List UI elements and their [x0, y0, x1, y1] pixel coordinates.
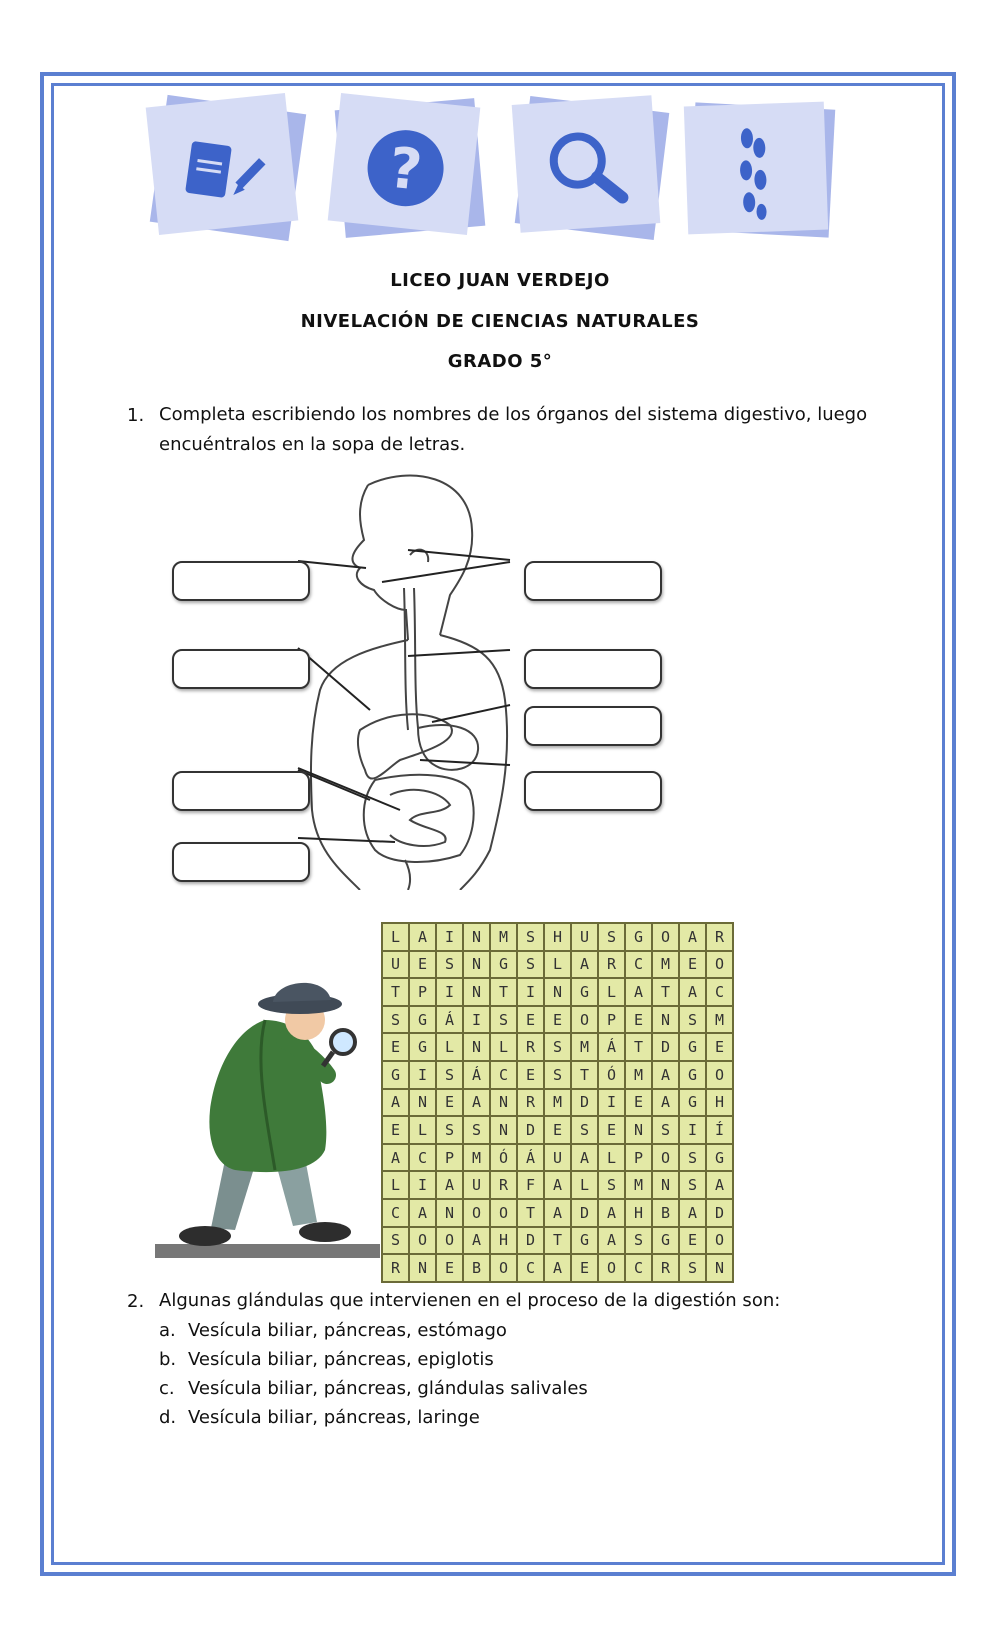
word-search-cell[interactable]: L: [382, 1171, 409, 1199]
word-search-cell[interactable]: S: [544, 1033, 571, 1061]
word-search-cell[interactable]: S: [517, 923, 544, 951]
answer-box-esophagus[interactable]: [524, 649, 662, 689]
notebook-pencil-icon: [146, 93, 299, 235]
word-search-cell[interactable]: Ó: [598, 1061, 625, 1089]
school-name: LICEO JUAN VERDEJO: [390, 270, 610, 291]
word-search-cell[interactable]: A: [409, 1199, 436, 1227]
word-search-cell[interactable]: N: [409, 1254, 436, 1282]
word-search-cell[interactable]: S: [490, 1006, 517, 1034]
word-search-cell[interactable]: M: [490, 923, 517, 951]
word-search-row: [382, 1199, 733, 1227]
word-search-row: [382, 1033, 733, 1061]
word-search-cell[interactable]: M: [625, 1061, 652, 1089]
word-search-cell[interactable]: N: [652, 1171, 679, 1199]
word-search-cell[interactable]: N: [625, 1116, 652, 1144]
word-search-cell[interactable]: S: [382, 1006, 409, 1034]
word-search-cell[interactable]: A: [679, 923, 706, 951]
word-search-row: [382, 1227, 733, 1255]
word-search-cell[interactable]: A: [463, 1089, 490, 1117]
word-search-cell[interactable]: G: [571, 1227, 598, 1255]
word-search-cell[interactable]: D: [652, 1033, 679, 1061]
word-search-cell[interactable]: I: [598, 1089, 625, 1117]
word-search-cell[interactable]: O: [571, 1006, 598, 1034]
word-search-cell[interactable]: R: [706, 923, 733, 951]
word-search-cell[interactable]: O: [706, 951, 733, 979]
option-c-text: Vesícula biliar, páncreas, glándulas salivales: [188, 1378, 588, 1399]
word-search-cell[interactable]: U: [571, 923, 598, 951]
word-search-cell[interactable]: E: [436, 1254, 463, 1282]
word-search-cell[interactable]: E: [544, 1006, 571, 1034]
word-search-cell[interactable]: T: [571, 1061, 598, 1089]
word-search-cell[interactable]: E: [679, 951, 706, 979]
word-search-cell[interactable]: M: [706, 1006, 733, 1034]
word-search-cell[interactable]: L: [409, 1116, 436, 1144]
word-search-cell[interactable]: A: [571, 1144, 598, 1172]
word-search-cell[interactable]: C: [625, 951, 652, 979]
word-search-cell[interactable]: N: [436, 1199, 463, 1227]
word-search-cell[interactable]: D: [571, 1089, 598, 1117]
word-search-cell[interactable]: E: [706, 1033, 733, 1061]
word-search-cell[interactable]: S: [382, 1227, 409, 1255]
word-search-cell[interactable]: S: [517, 951, 544, 979]
word-search-cell[interactable]: B: [463, 1254, 490, 1282]
answer-box-stomach[interactable]: [524, 706, 662, 746]
word-search-cell[interactable]: P: [598, 1006, 625, 1034]
word-search-cell[interactable]: B: [652, 1199, 679, 1227]
word-search-cell[interactable]: A: [598, 1227, 625, 1255]
word-search-cell[interactable]: G: [571, 978, 598, 1006]
option-c-letter: c.: [159, 1378, 175, 1399]
word-search-cell[interactable]: S: [463, 1116, 490, 1144]
word-search-cell[interactable]: M: [652, 951, 679, 979]
option-c[interactable]: [159, 1378, 588, 1399]
word-search-cell[interactable]: E: [679, 1227, 706, 1255]
word-search-cell[interactable]: A: [679, 1199, 706, 1227]
word-search-cell[interactable]: A: [652, 1061, 679, 1089]
word-search-cell[interactable]: E: [517, 1006, 544, 1034]
word-search-cell[interactable]: E: [409, 951, 436, 979]
word-search-row: [382, 1006, 733, 1034]
word-search-cell[interactable]: S: [625, 1227, 652, 1255]
word-search-cell[interactable]: O: [490, 1199, 517, 1227]
word-search-cell[interactable]: T: [382, 978, 409, 1006]
word-search-cell[interactable]: H: [490, 1227, 517, 1255]
word-search-cell[interactable]: R: [382, 1254, 409, 1282]
word-search-cell[interactable]: N: [463, 1033, 490, 1061]
word-search-cell[interactable]: E: [382, 1033, 409, 1061]
word-search-cell[interactable]: A: [463, 1227, 490, 1255]
word-search-cell[interactable]: A: [625, 978, 652, 1006]
word-search-cell[interactable]: M: [571, 1033, 598, 1061]
word-search-cell[interactable]: A: [544, 1254, 571, 1282]
word-search-cell[interactable]: Á: [517, 1144, 544, 1172]
word-search-cell[interactable]: O: [490, 1254, 517, 1282]
word-search-cell[interactable]: E: [598, 1116, 625, 1144]
word-search-cell[interactable]: I: [517, 978, 544, 1006]
word-search-cell[interactable]: E: [436, 1089, 463, 1117]
option-b[interactable]: [159, 1349, 494, 1370]
word-search-cell[interactable]: N: [463, 978, 490, 1006]
word-search-row: [382, 951, 733, 979]
word-search-cell[interactable]: A: [598, 1199, 625, 1227]
word-search-cell[interactable]: H: [625, 1199, 652, 1227]
word-search-cell[interactable]: G: [679, 1061, 706, 1089]
word-search-cell[interactable]: O: [652, 923, 679, 951]
word-search-cell[interactable]: A: [679, 978, 706, 1006]
word-search-cell[interactable]: H: [544, 923, 571, 951]
answer-box-large-intestine[interactable]: [172, 842, 310, 882]
word-search-cell[interactable]: G: [706, 1144, 733, 1172]
word-search-cell[interactable]: S: [436, 951, 463, 979]
word-search-cell[interactable]: O: [463, 1199, 490, 1227]
word-search-cell[interactable]: A: [544, 1171, 571, 1199]
word-search-cell[interactable]: S: [652, 1116, 679, 1144]
question-mark-icon: [328, 93, 481, 235]
word-search-cell[interactable]: O: [436, 1227, 463, 1255]
word-search-cell[interactable]: N: [409, 1089, 436, 1117]
word-search-row: [382, 1061, 733, 1089]
word-search-row: [382, 1144, 733, 1172]
word-search-cell[interactable]: O: [409, 1227, 436, 1255]
word-search-cell[interactable]: R: [490, 1171, 517, 1199]
word-search-cell[interactable]: E: [382, 1116, 409, 1144]
word-search-cell[interactable]: S: [679, 1254, 706, 1282]
word-search-cell[interactable]: I: [409, 1061, 436, 1089]
word-search-cell[interactable]: Á: [598, 1033, 625, 1061]
word-search-cell[interactable]: G: [679, 1089, 706, 1117]
word-search-cell[interactable]: I: [463, 1006, 490, 1034]
word-search-cell[interactable]: P: [436, 1144, 463, 1172]
option-a-text: Vesícula biliar, páncreas, estómago: [188, 1320, 507, 1341]
word-search-cell[interactable]: D: [517, 1227, 544, 1255]
word-search-cell[interactable]: I: [679, 1116, 706, 1144]
word-search-cell[interactable]: R: [517, 1033, 544, 1061]
word-search-cell[interactable]: L: [598, 1144, 625, 1172]
option-d-letter: d.: [159, 1407, 177, 1428]
word-search-cell[interactable]: D: [706, 1199, 733, 1227]
word-search-cell[interactable]: R: [517, 1089, 544, 1117]
word-search-cell[interactable]: L: [436, 1033, 463, 1061]
word-search-row: [382, 1171, 733, 1199]
word-search-cell[interactable]: S: [598, 1171, 625, 1199]
question-1-line-2: encuéntralos en la sopa de letras.: [159, 434, 466, 455]
word-search-cell[interactable]: A: [652, 1089, 679, 1117]
word-search-cell[interactable]: I: [436, 978, 463, 1006]
word-search-cell[interactable]: O: [598, 1254, 625, 1282]
word-search-cell[interactable]: U: [544, 1144, 571, 1172]
word-search-cell[interactable]: L: [490, 1033, 517, 1061]
answer-box-salivary-glands[interactable]: [524, 561, 662, 601]
word-search-cell[interactable]: Á: [463, 1061, 490, 1089]
word-search-cell[interactable]: C: [490, 1061, 517, 1089]
word-search-cell[interactable]: E: [544, 1116, 571, 1144]
word-search-cell[interactable]: C: [625, 1254, 652, 1282]
word-search-cell[interactable]: I: [436, 923, 463, 951]
word-search-cell[interactable]: T: [544, 1227, 571, 1255]
word-search-cell[interactable]: G: [679, 1033, 706, 1061]
word-search-cell[interactable]: O: [652, 1144, 679, 1172]
magnifier-icon: [512, 95, 661, 232]
word-search-cell[interactable]: C: [517, 1254, 544, 1282]
word-search-cell[interactable]: L: [544, 951, 571, 979]
word-search-cell[interactable]: N: [706, 1254, 733, 1282]
question-1-number: 1.: [127, 405, 145, 426]
option-d-text: Vesícula biliar, páncreas, laringe: [188, 1407, 480, 1428]
word-search-grid[interactable]: [381, 922, 734, 1283]
word-search-cell[interactable]: C: [706, 978, 733, 1006]
word-search-cell[interactable]: S: [436, 1116, 463, 1144]
word-search-cell[interactable]: A: [706, 1171, 733, 1199]
question-1-line-1: Completa escribiendo los nombres de los órganos del sistema digestivo, luego: [159, 404, 868, 425]
word-search-cell[interactable]: S: [571, 1116, 598, 1144]
word-search-cell[interactable]: A: [382, 1089, 409, 1117]
word-search-cell[interactable]: E: [517, 1061, 544, 1089]
word-search-row: [382, 1254, 733, 1282]
word-search-cell[interactable]: Á: [436, 1006, 463, 1034]
word-search-cell[interactable]: S: [679, 1171, 706, 1199]
word-search-cell[interactable]: M: [544, 1089, 571, 1117]
word-search-cell[interactable]: A: [544, 1199, 571, 1227]
word-search-cell[interactable]: C: [409, 1144, 436, 1172]
word-search-cell[interactable]: O: [706, 1061, 733, 1089]
word-search-cell[interactable]: M: [625, 1171, 652, 1199]
word-search-cell[interactable]: N: [544, 978, 571, 1006]
word-search-cell[interactable]: P: [409, 978, 436, 1006]
word-search-cell[interactable]: N: [490, 1116, 517, 1144]
detective-illustration: [155, 960, 380, 1260]
word-search-cell[interactable]: T: [625, 1033, 652, 1061]
word-search-cell[interactable]: C: [382, 1199, 409, 1227]
question-2-text: Algunas glándulas que intervienen en el proceso de la digestión son:: [159, 1290, 781, 1311]
word-search-cell[interactable]: T: [652, 978, 679, 1006]
question-2-number: 2.: [127, 1291, 145, 1312]
word-search-row: [382, 978, 733, 1006]
word-search-cell[interactable]: G: [382, 1061, 409, 1089]
option-b-text: Vesícula biliar, páncreas, epiglotis: [188, 1349, 494, 1370]
word-search-cell[interactable]: F: [517, 1171, 544, 1199]
answer-box-mouth[interactable]: [172, 561, 310, 601]
word-search-cell[interactable]: D: [517, 1116, 544, 1144]
option-a[interactable]: [159, 1320, 507, 1341]
word-search-cell[interactable]: G: [409, 1033, 436, 1061]
word-search-row: [382, 1116, 733, 1144]
word-search-cell[interactable]: S: [544, 1061, 571, 1089]
word-search-cell[interactable]: L: [571, 1171, 598, 1199]
word-search-cell[interactable]: G: [625, 923, 652, 951]
word-search-cell[interactable]: N: [652, 1006, 679, 1034]
word-search-cell[interactable]: R: [598, 951, 625, 979]
word-search-cell[interactable]: U: [382, 951, 409, 979]
word-search-row: [382, 923, 733, 951]
word-search-cell[interactable]: S: [679, 1144, 706, 1172]
subject-title: NIVELACIÓN DE CIENCIAS NATURALES: [300, 311, 700, 332]
option-d[interactable]: [159, 1407, 480, 1428]
word-search-cell[interactable]: A: [571, 951, 598, 979]
word-search-cell[interactable]: L: [598, 978, 625, 1006]
option-b-letter: b.: [159, 1349, 177, 1370]
word-search-cell[interactable]: E: [625, 1089, 652, 1117]
word-search-cell[interactable]: G: [409, 1006, 436, 1034]
svg-text:?: ?: [385, 135, 425, 204]
word-search-cell[interactable]: O: [706, 1227, 733, 1255]
word-search-cell[interactable]: N: [463, 923, 490, 951]
word-search-cell[interactable]: Ó: [490, 1144, 517, 1172]
word-search-cell[interactable]: S: [679, 1006, 706, 1034]
word-search-cell[interactable]: I: [409, 1171, 436, 1199]
word-search-cell[interactable]: Í: [706, 1116, 733, 1144]
answer-box-pancreas[interactable]: [524, 771, 662, 811]
option-a-letter: a.: [159, 1320, 176, 1341]
word-search-cell[interactable]: L: [382, 923, 409, 951]
answer-box-liver[interactable]: [172, 649, 310, 689]
word-search-cell[interactable]: T: [490, 978, 517, 1006]
word-search-cell[interactable]: G: [490, 951, 517, 979]
word-search-cell[interactable]: S: [436, 1061, 463, 1089]
word-search-cell[interactable]: H: [706, 1089, 733, 1117]
word-search-cell[interactable]: E: [625, 1006, 652, 1034]
word-search-cell[interactable]: A: [409, 923, 436, 951]
word-search-cell[interactable]: U: [463, 1171, 490, 1199]
word-search-cell[interactable]: N: [463, 951, 490, 979]
word-search-cell[interactable]: G: [652, 1227, 679, 1255]
word-search-cell[interactable]: T: [517, 1199, 544, 1227]
word-search-cell[interactable]: N: [490, 1089, 517, 1117]
word-search-cell[interactable]: A: [436, 1171, 463, 1199]
answer-box-small-intestine[interactable]: [172, 771, 310, 811]
footprints-icon: [684, 102, 828, 235]
grade-label: GRADO 5°: [447, 351, 553, 372]
word-search-cell[interactable]: M: [463, 1144, 490, 1172]
word-search-cell[interactable]: E: [571, 1254, 598, 1282]
word-search-cell[interactable]: R: [652, 1254, 679, 1282]
word-search-cell[interactable]: D: [571, 1199, 598, 1227]
word-search-cell[interactable]: P: [625, 1144, 652, 1172]
word-search-cell[interactable]: A: [382, 1144, 409, 1172]
word-search-cell[interactable]: S: [598, 923, 625, 951]
word-search-row: [382, 1089, 733, 1117]
